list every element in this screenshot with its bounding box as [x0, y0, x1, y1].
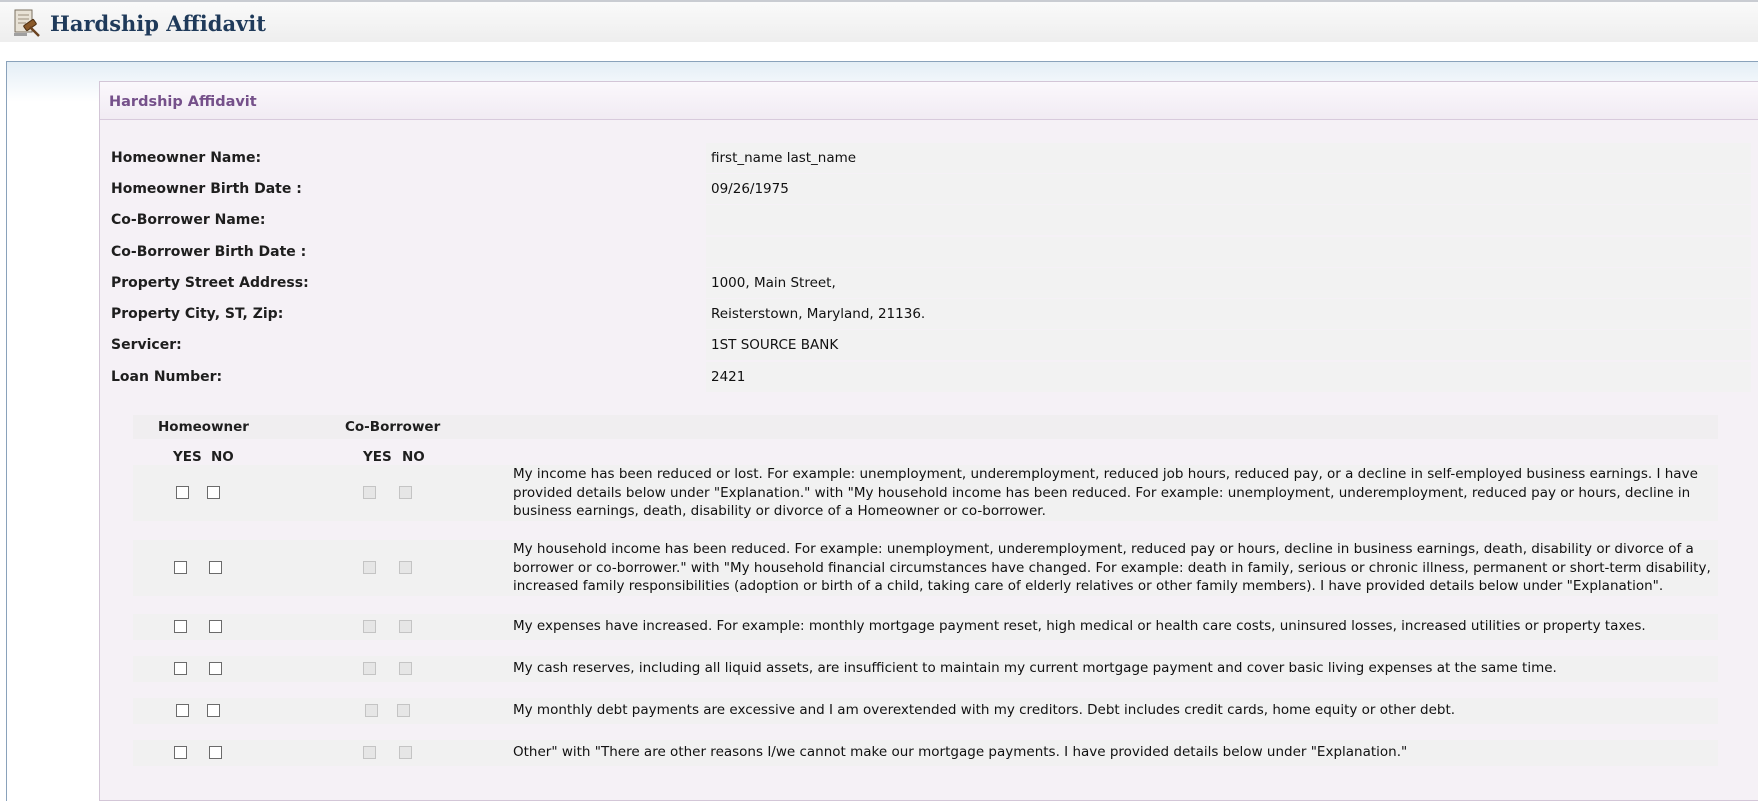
info-label: Homeowner Birth Date : [111, 181, 302, 197]
homeowner-no-checkbox[interactable] [207, 486, 220, 499]
info-value [706, 143, 1751, 173]
hardship-row-cash-reserves [133, 656, 1718, 682]
info-value [706, 237, 1751, 267]
homeowner-no-checkbox[interactable] [209, 662, 222, 675]
info-label: Property City, ST, Zip: [111, 306, 284, 322]
homeowner-yes-checkbox[interactable] [174, 620, 187, 633]
homeowner-yes-checkbox[interactable] [176, 486, 189, 499]
homeowner-yes-checkbox[interactable] [174, 561, 187, 574]
info-row-property-city-st-zip [100, 299, 1752, 329]
info-row-property-street-address [100, 268, 1752, 298]
homeowner-no-checkbox[interactable] [209, 561, 222, 574]
info-label: Co-Borrower Birth Date : [111, 244, 307, 260]
info-row-loan-number [100, 362, 1752, 392]
coborrower-no-checkbox [397, 704, 410, 717]
app-title-bar [0, 0, 1758, 42]
info-label: Servicer: [111, 337, 182, 353]
hardship-reason-text: My household income has been reduced. For example: unemployment, underemployment, reduced pay or hours, decline in business earnings, death, disability or divorce of a borrower or co-borrower." with "My household financial circumstances have changed. For example: death in family, serious or chronic illness, permanent or short-term disability, increased family responsibilities (adoption or birth of a child, taking care of elderly relatives or other family members). I have provided details below under "Explanation". [513, 541, 1711, 594]
info-label: Loan Number: [111, 369, 223, 385]
hardship-row-other [133, 740, 1718, 766]
info-value-text: 2421 [711, 369, 746, 385]
app-title: Hardship Affidavit [50, 11, 266, 36]
coborrower-column-header: Co-Borrower [345, 419, 441, 435]
coborrower-no-checkbox [399, 746, 412, 759]
info-label: Property Street Address: [111, 275, 309, 291]
coborrower-no-checkbox [399, 486, 412, 499]
coborrower-yes-checkbox [363, 486, 376, 499]
hardship-reason-text: My monthly debt payments are excessive and I am overextended with my creditors. Debt includes credit cards, home equity or other debt. [513, 702, 1456, 718]
info-value [706, 174, 1751, 204]
homeowner-yes-checkbox[interactable] [174, 746, 187, 759]
info-value-text: 1ST SOURCE BANK [711, 337, 839, 353]
homeowner-yes-checkbox[interactable] [176, 704, 189, 717]
info-row-homeowner-birth-date [100, 174, 1752, 204]
coborrower-no-header: NO [402, 449, 425, 465]
info-value-text: Reisterstown, Maryland, 21136. [711, 306, 926, 322]
homeowner-column-header: Homeowner [158, 419, 249, 435]
info-value-text: 1000, Main Street, [711, 275, 836, 291]
info-row-homeowner-name [100, 143, 1752, 173]
gavel-icon [12, 8, 42, 38]
coborrower-yes-checkbox [363, 746, 376, 759]
hardship-affidavit-panel [99, 81, 1758, 801]
coborrower-yes-checkbox [363, 662, 376, 675]
coborrower-yes-checkbox [363, 561, 376, 574]
coborrower-yes-checkbox [363, 620, 376, 633]
info-label: Co-Borrower Name: [111, 212, 266, 228]
coborrower-yes-checkbox [365, 704, 378, 717]
info-row-coborrower-name [100, 205, 1752, 235]
hardship-row-expenses-increased [133, 614, 1718, 640]
hardship-row-household-income [133, 540, 1718, 596]
info-row-coborrower-birth-date [100, 237, 1752, 267]
info-value [706, 362, 1751, 392]
info-value [706, 299, 1751, 329]
hardship-grid-header [133, 415, 1718, 439]
homeowner-no-header: NO [211, 449, 234, 465]
info-value [706, 205, 1751, 235]
info-row-servicer [100, 330, 1752, 360]
homeowner-no-checkbox[interactable] [209, 746, 222, 759]
info-value [706, 268, 1751, 298]
homeowner-no-checkbox[interactable] [209, 620, 222, 633]
info-value-text: 09/26/1975 [711, 181, 789, 197]
hardship-reason-text: My income has been reduced or lost. For example: unemployment, underemployment, reduced job hours, reduced pay, or a decline in self-employed business earnings. I have provided details below under "Explanation." with "My household income has been reduced. For example: unemployment, underemployment, reduced pay or hours, decline in business earnings, death, disability or divorce of a Homeowner or co-borrower. [513, 466, 1698, 519]
homeowner-no-checkbox[interactable] [207, 704, 220, 717]
coborrower-yes-header: YES [363, 449, 392, 465]
coborrower-no-checkbox [399, 561, 412, 574]
homeowner-yes-checkbox[interactable] [174, 662, 187, 675]
panel-title: Hardship Affidavit [109, 94, 257, 110]
homeowner-yes-header: YES [173, 449, 202, 465]
panel-header [100, 82, 1758, 120]
hardship-reason-text: My cash reserves, including all liquid assets, are insufficient to maintain my current mortgage payment and cover basic living expenses at the same time. [513, 660, 1557, 676]
info-value [706, 330, 1751, 360]
hardship-row-debt-payments [133, 698, 1718, 724]
info-value-text: first_name last_name [711, 150, 857, 166]
hardship-row-income-reduced [133, 465, 1718, 521]
coborrower-no-checkbox [399, 620, 412, 633]
hardship-reason-text: Other" with "There are other reasons I/we cannot make our mortgage payments. I have provided details below under "Explanation." [513, 744, 1408, 760]
info-label: Homeowner Name: [111, 150, 262, 166]
hardship-reason-text: My expenses have increased. For example: monthly mortgage payment reset, high medical or health care costs, uninsured losses, increased utilities or property taxes. [513, 618, 1646, 634]
coborrower-no-checkbox [399, 662, 412, 675]
